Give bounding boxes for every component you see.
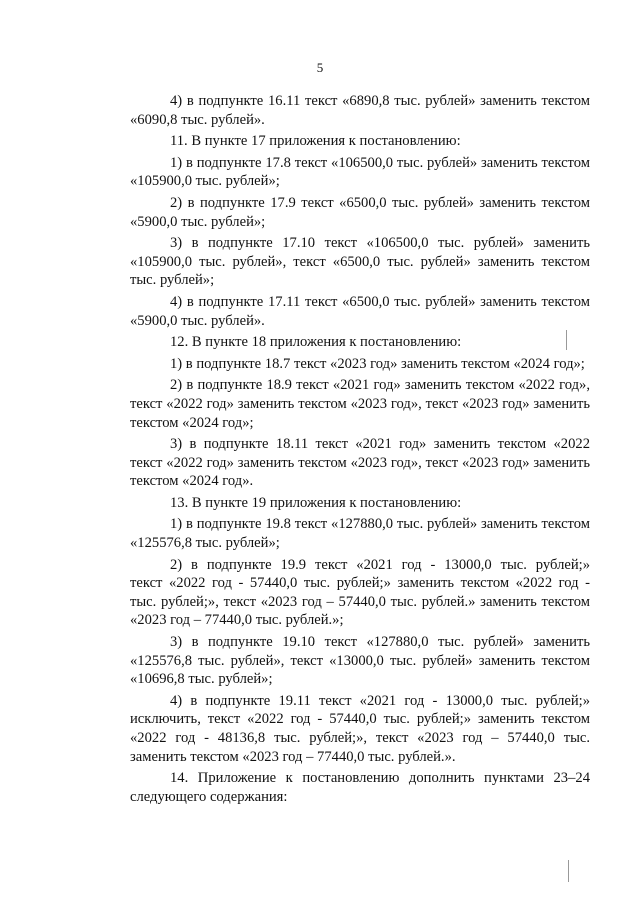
paragraph [90,376,590,432]
paragraph-line: исключить, текст «2022 год - 57440,0 тыс. рублей;» заменить текстом [130,711,590,728]
page-number: 5 [316,60,324,75]
paragraph-line: «125576,8 тыс. рублей», текст «13000,0 тыс. рублей» заменить текстом [130,652,590,669]
paragraph-line: 2) в подпункте 17.9 текст «6500,0 тыс. рублей» заменить текстом [170,194,590,211]
paragraph-line: следующего содержания: [130,788,288,805]
paragraph-line: «105900,0 тыс. рублей»; [130,173,280,190]
paragraph-line: текст «2022 год - 57440,0 тыс. рублей;» заменить текстом «2022 год - [130,575,590,592]
paragraph [90,556,590,630]
paragraph-line: 13. В пункте 19 приложения к постановлению: [170,494,462,511]
paragraph-line: текстом «2024 год»; [130,414,254,431]
paragraph-line: «5900,0 тыс. рублей»; [130,213,266,230]
paragraph-line: 2) в подпункте 18.9 текст «2021 год» заменить текстом «2022 год», [170,377,590,394]
paragraph-line: «2023 год – 77440,0 тыс. рублей.»; [130,612,344,629]
paragraph [90,355,590,374]
paragraph-line: 1) в подпункте 17.8 текст «106500,0 тыс. рублей» заменить текстом [170,154,590,171]
paragraph [90,92,590,129]
paragraph-line: 4) в подпункте 17.11 текст «6500,0 тыс. рублей» заменить текстом [170,293,590,310]
paragraph-line: «2022 год - 48136,8 тыс. рублей;», текст «2023 год – 57440,0 тыс. [130,730,590,746]
scan-mark [568,860,569,882]
paragraph-line: текст «2022 год» заменить текстом «2023 год», текст «2023 год» заменить [130,395,590,412]
paragraph [90,435,590,491]
paragraph-line: заменить текстом «2023 год – 77440,0 тыс. рублей.». [130,748,456,765]
paragraph [90,633,590,689]
paragraph-line: 3) в подпункте 18.11 текст «2021 год» заменить текстом «2022 [170,436,590,453]
paragraph-line: 14. Приложение к постановлению дополнить пунктами 23–24 [170,770,590,787]
paragraph-line: 2) в подпункте 19.9 текст «2021 год - 13000,0 тыс. рублей;» [170,556,590,573]
paragraph-line: «10696,8 тыс. рублей»; [130,671,273,688]
paragraph-line: 3) в подпункте 17.10 текст «106500,0 тыс. рублей» заменить [170,235,590,252]
paragraph [90,154,590,191]
paragraph [90,515,590,552]
scan-mark [566,330,567,350]
paragraph-line: 4) в подпункте 19.11 текст «2021 год - 13000,0 тыс. рублей;» [170,692,590,709]
paragraph [90,234,590,290]
paragraph-line: 11. В пункте 17 приложения к постановлению: [170,133,461,150]
paragraph [90,293,590,330]
paragraph-line: тыс. рублей»; [130,272,215,289]
paragraph-line: 4) в подпункте 16.11 текст «6890,8 тыс. рублей» заменить текстом [170,93,590,109]
paragraph-line: 1) в подпункте 19.8 текст «127880,0 тыс. рублей» заменить текстом [170,516,590,533]
paragraph-line: 3) в подпункте 19.10 текст «127880,0 тыс. рублей» заменить [170,634,590,651]
paragraph [90,769,590,806]
paragraph-line: «6090,8 тыс. рублей». [130,111,265,128]
paragraph [90,194,590,231]
document-body [90,92,590,809]
paragraph-line: «105900,0 тыс. рублей», текст «6500,0 тыс. рублей» заменить текстом [130,253,590,270]
paragraph-line: тыс. рублей;», текст «2023 год – 57440,0 тыс. рублей.» заменить текстом [130,593,590,610]
paragraph [90,494,590,513]
paragraph-line: «125576,8 тыс. рублей»; [130,535,280,552]
paragraph-line: 1) в подпункте 18.7 текст «2023 год» заменить текстом «2024 год»; [170,355,585,372]
paragraph-line: «5900,0 тыс. рублей». [130,312,265,329]
paragraph-line: текст «2022 год» заменить текстом «2023 год», текст «2023 год» заменить [130,454,590,471]
paragraph-line: 12. В пункте 18 приложения к постановлению: [170,334,462,351]
paragraph [90,132,590,151]
paragraph [90,692,590,766]
paragraph-line: текстом «2024 год». [130,473,254,490]
paragraph [90,333,590,352]
